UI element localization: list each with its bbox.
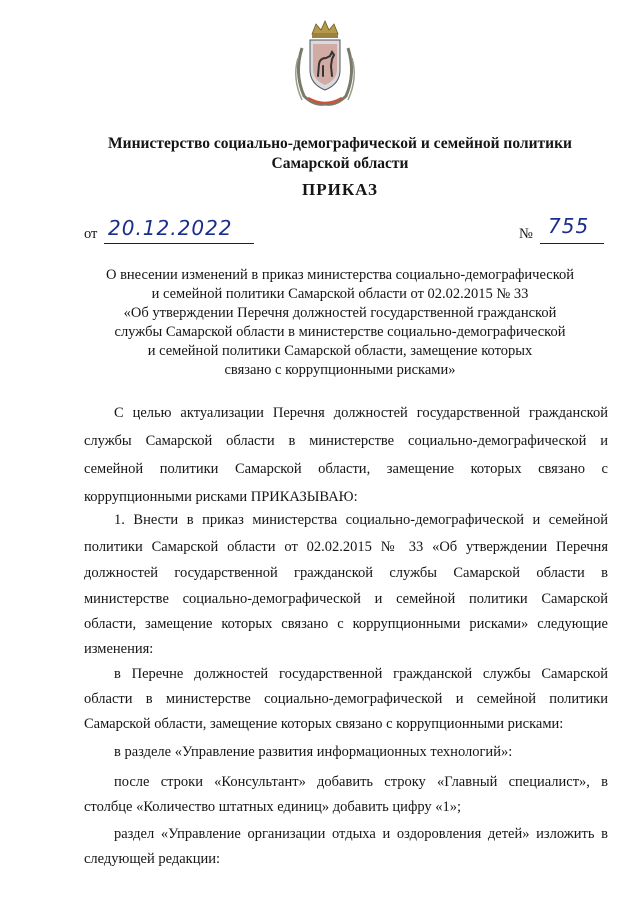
body-line: Самарской области, замещение которых связано с коррупционными рисками: bbox=[84, 716, 564, 732]
body-line: в разделе «Управление развития информационных технологий»: bbox=[114, 744, 513, 760]
body-line: службы Самарской области в министерстве социально-демографической и bbox=[84, 433, 608, 449]
body-line: области, замещение которых связано с коррупционными рисками» следующие bbox=[84, 616, 608, 632]
body-line: министерстве социально-демографической и семейной политики Самарской bbox=[84, 591, 608, 607]
body-line: столбце «Количество штатных единиц» добавить цифру «1»; bbox=[84, 799, 462, 815]
ministry-name-line-2: Самарской области bbox=[271, 155, 409, 172]
body-line: следующей редакции: bbox=[84, 851, 221, 867]
body-line: после строки «Консультант» добавить строку «Главный специалист», в bbox=[114, 774, 608, 790]
body-line: коррупционными рисками ПРИКАЗЫВАЮ: bbox=[84, 489, 358, 505]
subject-line: и семейной политики Самарской области, замещение которых bbox=[147, 343, 533, 359]
ministry-name-line-1: Министерство социально-демографической и семейной политики bbox=[108, 135, 572, 152]
number-label: № bbox=[519, 226, 533, 242]
subject-line: и семейной политики Самарской области от 02.02.2015 № 33 bbox=[151, 286, 529, 302]
subject-line: службы Самарской области в министерстве социально-демографической bbox=[114, 324, 566, 340]
body-line: семейной политики Самарской области, замещение которых связано с bbox=[84, 461, 608, 477]
body-line: изменения: bbox=[84, 641, 154, 657]
body-line: должностей государственной гражданской службы Самарской области в bbox=[84, 565, 608, 581]
subject-line: «Об утверждении Перечня должностей государственной гражданской bbox=[123, 305, 557, 321]
date-handwritten: 20.12.2022 bbox=[108, 216, 233, 240]
body-line: 1. Внести в приказ министерства социально-демографической и семейной bbox=[114, 512, 608, 528]
body-line: в Перечне должностей государственной гражданской службы Самарской bbox=[114, 666, 608, 682]
body-line: С целью актуализации Перечня должностей государственной гражданской bbox=[114, 405, 608, 421]
subject-line: связано с коррупционными рисками» bbox=[224, 362, 456, 378]
number-handwritten: 755 bbox=[548, 214, 590, 238]
coat-of-arms-emblem bbox=[290, 18, 360, 108]
body-line: области в министерстве социально-демографической и семейной политики bbox=[84, 691, 608, 707]
body-line: раздел «Управление организации отдыха и оздоровления детей» изложить в bbox=[114, 826, 608, 842]
document-type-title: ПРИКАЗ bbox=[302, 180, 378, 199]
body-line: политики Самарской области от 02.02.2015 № 33 «Об утверждении Перечня bbox=[84, 539, 608, 555]
subject-line: О внесении изменений в приказ министерства социально-демографической bbox=[105, 267, 575, 283]
number-underline bbox=[540, 242, 604, 244]
date-label: от bbox=[84, 226, 98, 242]
date-underline bbox=[104, 242, 254, 244]
